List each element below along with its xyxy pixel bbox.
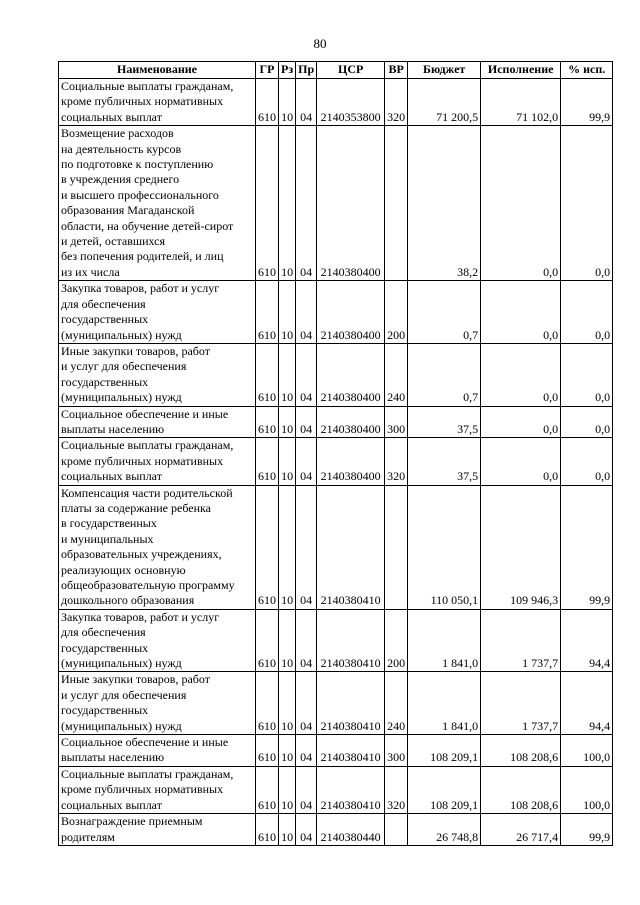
row-gr-cell: 610 — [256, 406, 279, 438]
table-row — [59, 814, 613, 846]
row-name-cell: Компенсация части родительской платы за содержание ребенка в государственных и муниципальных образовательных учреждениях, реализующих основную общеобразовательную программу дошкольного образования — [59, 485, 256, 609]
row-pr-cell: 04 — [296, 438, 317, 485]
column-header-rz: Рз — [279, 62, 296, 79]
row-csr-cell: 2140380410 — [317, 609, 385, 672]
row-rz-cell: 10 — [279, 281, 296, 344]
row-rz-cell: 10 — [279, 406, 296, 438]
table-row — [59, 126, 613, 281]
row-name-cell: Закупка товаров, работ и услуг для обеспечения государственных (муниципальных) нужд — [59, 281, 256, 344]
column-header-vr: ВР — [385, 62, 408, 79]
row-gr-cell: 610 — [256, 735, 279, 767]
table-row — [59, 672, 613, 735]
row-pr-cell: 04 — [296, 343, 317, 406]
table-row — [59, 485, 613, 609]
row-csr-cell: 2140380410 — [317, 766, 385, 813]
row-rz-cell: 10 — [279, 79, 296, 126]
row-execution-cell: 1 737,7 — [481, 672, 561, 735]
row-rz-cell: 10 — [279, 672, 296, 735]
row-name-cell: Социальное обеспечение и иные выплаты населению — [59, 406, 256, 438]
column-header-execution: Исполнение — [481, 62, 561, 79]
row-gr-cell: 610 — [256, 485, 279, 609]
row-vr-cell: 320 — [385, 438, 408, 485]
row-gr-cell: 610 — [256, 281, 279, 344]
row-budget-cell: 110 050,1 — [408, 485, 481, 609]
table-body — [59, 79, 613, 846]
row-budget-cell: 0,7 — [408, 281, 481, 344]
row-name-cell: Социальное обеспечение и иные выплаты населению — [59, 735, 256, 767]
row-vr-cell: 200 — [385, 609, 408, 672]
row-vr-cell: 300 — [385, 735, 408, 767]
row-budget-cell: 37,5 — [408, 438, 481, 485]
column-header-gr: ГР — [256, 62, 279, 79]
row-budget-cell: 108 209,1 — [408, 766, 481, 813]
row-percent-cell: 0,0 — [561, 126, 613, 281]
row-execution-cell: 0,0 — [481, 438, 561, 485]
row-csr-cell: 2140380400 — [317, 438, 385, 485]
column-header-pr: Пр — [296, 62, 317, 79]
table-row — [59, 609, 613, 672]
row-csr-cell: 2140380410 — [317, 485, 385, 609]
row-pr-cell: 04 — [296, 79, 317, 126]
row-vr-cell — [385, 485, 408, 609]
row-percent-cell: 0,0 — [561, 343, 613, 406]
row-percent-cell: 100,0 — [561, 735, 613, 767]
row-execution-cell: 1 737,7 — [481, 609, 561, 672]
row-pr-cell: 04 — [296, 735, 317, 767]
row-rz-cell: 10 — [279, 485, 296, 609]
row-csr-cell: 2140380400 — [317, 281, 385, 344]
row-rz-cell: 10 — [279, 438, 296, 485]
row-percent-cell: 99,9 — [561, 485, 613, 609]
row-budget-cell: 1 841,0 — [408, 609, 481, 672]
row-gr-cell: 610 — [256, 814, 279, 846]
column-header-name: Наименование — [59, 62, 256, 79]
row-percent-cell: 0,0 — [561, 438, 613, 485]
table-row — [59, 281, 613, 344]
row-pr-cell: 04 — [296, 609, 317, 672]
row-csr-cell: 2140380400 — [317, 406, 385, 438]
row-csr-cell: 2140353800 — [317, 79, 385, 126]
row-csr-cell: 2140380400 — [317, 126, 385, 281]
page-number: 80 — [313, 36, 327, 51]
column-header-budget: Бюджет — [408, 62, 481, 79]
table-row — [59, 766, 613, 813]
column-header-percent: % исп. — [561, 62, 613, 79]
row-pr-cell: 04 — [296, 126, 317, 281]
row-name-cell: Социальные выплаты гражданам, кроме публичных нормативных социальных выплат — [59, 766, 256, 813]
row-budget-cell: 0,7 — [408, 343, 481, 406]
budget-execution-table — [58, 61, 613, 846]
row-percent-cell: 100,0 — [561, 766, 613, 813]
row-budget-cell: 108 209,1 — [408, 735, 481, 767]
row-budget-cell: 26 748,8 — [408, 814, 481, 846]
row-gr-cell: 610 — [256, 343, 279, 406]
row-pr-cell: 04 — [296, 814, 317, 846]
row-percent-cell: 94,4 — [561, 609, 613, 672]
row-rz-cell: 10 — [279, 609, 296, 672]
row-pr-cell: 04 — [296, 281, 317, 344]
row-name-cell: Социальные выплаты гражданам, кроме публичных нормативных социальных выплат — [59, 79, 256, 126]
table-row — [59, 438, 613, 485]
row-name-cell: Вознаграждение приемным родителям — [59, 814, 256, 846]
row-gr-cell: 610 — [256, 438, 279, 485]
row-vr-cell: 200 — [385, 281, 408, 344]
row-csr-cell: 2140380440 — [317, 814, 385, 846]
row-percent-cell: 0,0 — [561, 406, 613, 438]
row-rz-cell: 10 — [279, 343, 296, 406]
row-vr-cell: 320 — [385, 79, 408, 126]
row-execution-cell: 0,0 — [481, 126, 561, 281]
row-name-cell: Иные закупки товаров, работ и услуг для обеспечения государственных (муниципальных) нужд — [59, 343, 256, 406]
row-name-cell: Возмещение расходов на деятельность курсов по подготовке к поступлению в учреждения среднего и высшего профессионального образования Магаданской области, на обучение детей-сирот и детей, оставшихся без попечения родителей, и лиц из их числа — [59, 126, 256, 281]
row-budget-cell: 37,5 — [408, 406, 481, 438]
row-execution-cell: 0,0 — [481, 281, 561, 344]
row-execution-cell: 0,0 — [481, 343, 561, 406]
row-csr-cell: 2140380410 — [317, 672, 385, 735]
row-percent-cell: 0,0 — [561, 281, 613, 344]
row-gr-cell: 610 — [256, 79, 279, 126]
row-csr-cell: 2140380410 — [317, 735, 385, 767]
table-header-row — [59, 62, 613, 79]
table-row — [59, 735, 613, 767]
row-percent-cell: 99,9 — [561, 814, 613, 846]
row-name-cell: Закупка товаров, работ и услуг для обеспечения государственных (муниципальных) нужд — [59, 609, 256, 672]
column-header-csr: ЦСР — [317, 62, 385, 79]
row-rz-cell: 10 — [279, 814, 296, 846]
row-pr-cell: 04 — [296, 672, 317, 735]
row-gr-cell: 610 — [256, 609, 279, 672]
row-pr-cell: 04 — [296, 406, 317, 438]
row-vr-cell: 300 — [385, 406, 408, 438]
row-vr-cell: 240 — [385, 672, 408, 735]
row-gr-cell: 610 — [256, 126, 279, 281]
row-budget-cell: 38,2 — [408, 126, 481, 281]
row-gr-cell: 610 — [256, 766, 279, 813]
row-csr-cell: 2140380400 — [317, 343, 385, 406]
row-execution-cell: 108 208,6 — [481, 766, 561, 813]
row-execution-cell: 71 102,0 — [481, 79, 561, 126]
table-row — [59, 343, 613, 406]
table-row — [59, 79, 613, 126]
row-rz-cell: 10 — [279, 735, 296, 767]
row-execution-cell: 26 717,4 — [481, 814, 561, 846]
row-vr-cell — [385, 814, 408, 846]
row-vr-cell: 240 — [385, 343, 408, 406]
row-budget-cell: 71 200,5 — [408, 79, 481, 126]
row-rz-cell: 10 — [279, 766, 296, 813]
row-pr-cell: 04 — [296, 485, 317, 609]
row-budget-cell: 1 841,0 — [408, 672, 481, 735]
row-vr-cell — [385, 126, 408, 281]
row-name-cell: Социальные выплаты гражданам, кроме публичных нормативных социальных выплат — [59, 438, 256, 485]
row-vr-cell: 320 — [385, 766, 408, 813]
row-percent-cell: 99,9 — [561, 79, 613, 126]
row-execution-cell: 0,0 — [481, 406, 561, 438]
row-execution-cell: 109 946,3 — [481, 485, 561, 609]
row-rz-cell: 10 — [279, 126, 296, 281]
row-percent-cell: 94,4 — [561, 672, 613, 735]
table-row — [59, 406, 613, 438]
row-gr-cell: 610 — [256, 672, 279, 735]
row-name-cell: Иные закупки товаров, работ и услуг для обеспечения государственных (муниципальных) нужд — [59, 672, 256, 735]
row-execution-cell: 108 208,6 — [481, 735, 561, 767]
row-pr-cell: 04 — [296, 766, 317, 813]
